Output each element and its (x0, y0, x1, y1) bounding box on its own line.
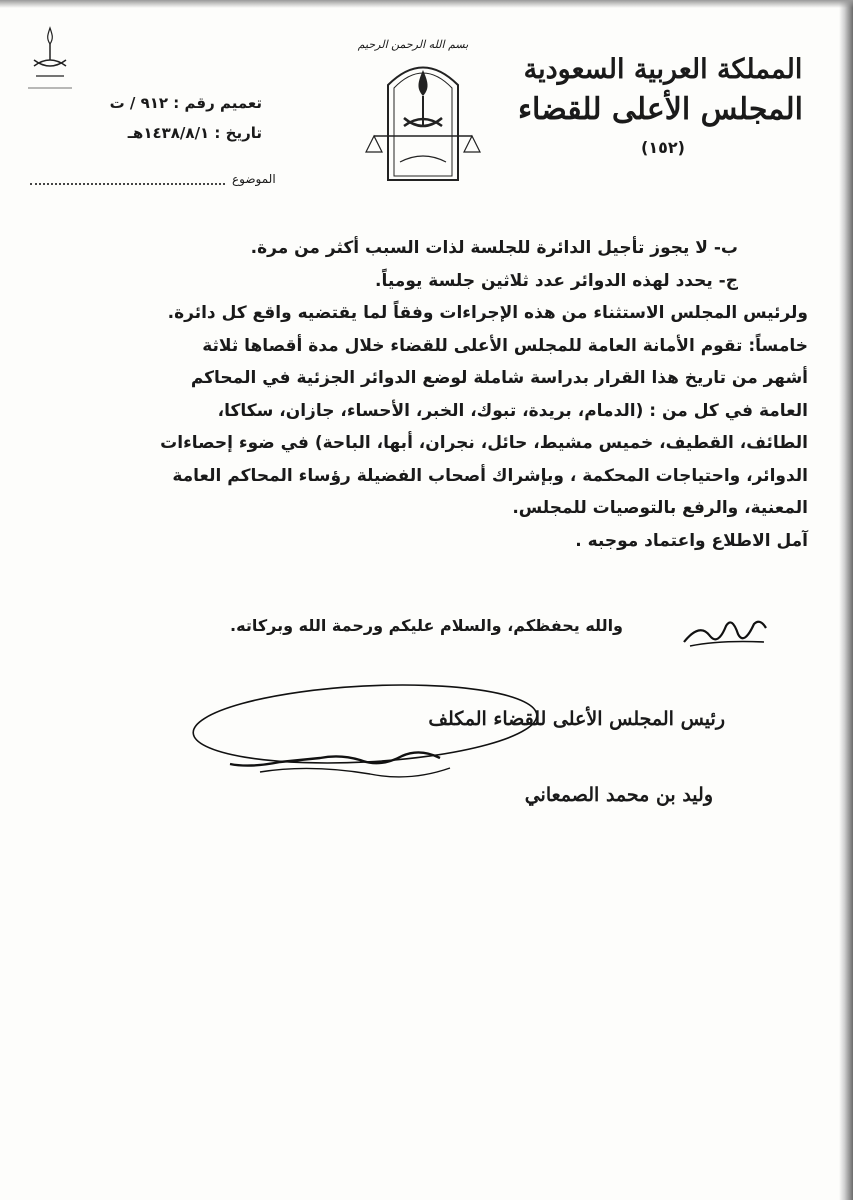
body-line: الدوائر، واحتياجات المحكمة ، وبإشراك أصحاب الفضيلة رؤساء المحاكم العامة (172, 465, 808, 486)
body-line: ولرئيس المجلس الاستثناء من هذه الإجراءات وفقاً لما يقتضيه واقع كل دائرة. (167, 303, 808, 323)
small-emblem-icon (20, 20, 80, 100)
letter-body (108, 232, 808, 557)
scan-edge-shadow (839, 0, 853, 1200)
reference-code: (١٥٢) (641, 138, 685, 157)
closing-greeting: والله يحفظكم، والسلام عليكم ورحمة الله وبركاته. (230, 616, 623, 635)
body-line: الطائف، القطيف، خميس مشيط، حائل، نجران، أبها، الباحة) في ضوء إحصاءات (160, 433, 808, 453)
body-line: المعنية، والرفع بالتوصيات للمجلس. (512, 498, 808, 518)
body-line: ب- لا يجوز تأجيل الدائرة للجلسة لذات السبب أكثر من مرة. (250, 238, 738, 258)
subject-label: الموضوع (232, 172, 276, 186)
body-line: آمل الاطلاع واعتماد موجبه . (575, 530, 808, 551)
body-line: ج- يحدد لهذه الدوائر عدد ثلاثين جلسة يومياً. (375, 270, 738, 291)
scan-top-shadow (0, 0, 853, 8)
signatory-title: رئيس المجلس الأعلى للقضاء المكلف (428, 708, 725, 730)
handwritten-signature-icon (170, 672, 550, 822)
signatory-name: وليد بن محمد الصمعاني (524, 784, 713, 806)
body-line: العامة في كل من : (الدمام، بريدة، تبوك، الخبر، الأحساء، جازان، سكاكا، (217, 400, 808, 421)
country-name: المملكة العربية السعودية (523, 54, 803, 85)
initials-signature-icon (680, 612, 770, 652)
letterhead (517, 52, 803, 157)
body-line: خامساً: تقوم الأمانة العامة للمجلس الأعلى للقضاء خلال مدة أقصاها ثلاثة (202, 335, 808, 356)
council-name: المجلس الأعلى للقضاء (517, 92, 803, 127)
body-line: أشهر من تاريخ هذا القرار بدراسة شاملة لوضع الدوائر الجزئية في المحاكم (190, 368, 808, 388)
judicial-council-emblem-icon (338, 30, 508, 200)
circular-date: تاريخ : ١٤٣٨/٨/١هـ (127, 124, 262, 142)
basmala: بسم الله الرحمن الرحيم (357, 38, 469, 51)
circular-meta (82, 88, 262, 148)
subject-dotted-line (30, 183, 225, 185)
circular-number: تعميم رقم : ٩١٢ / ت (109, 94, 262, 112)
